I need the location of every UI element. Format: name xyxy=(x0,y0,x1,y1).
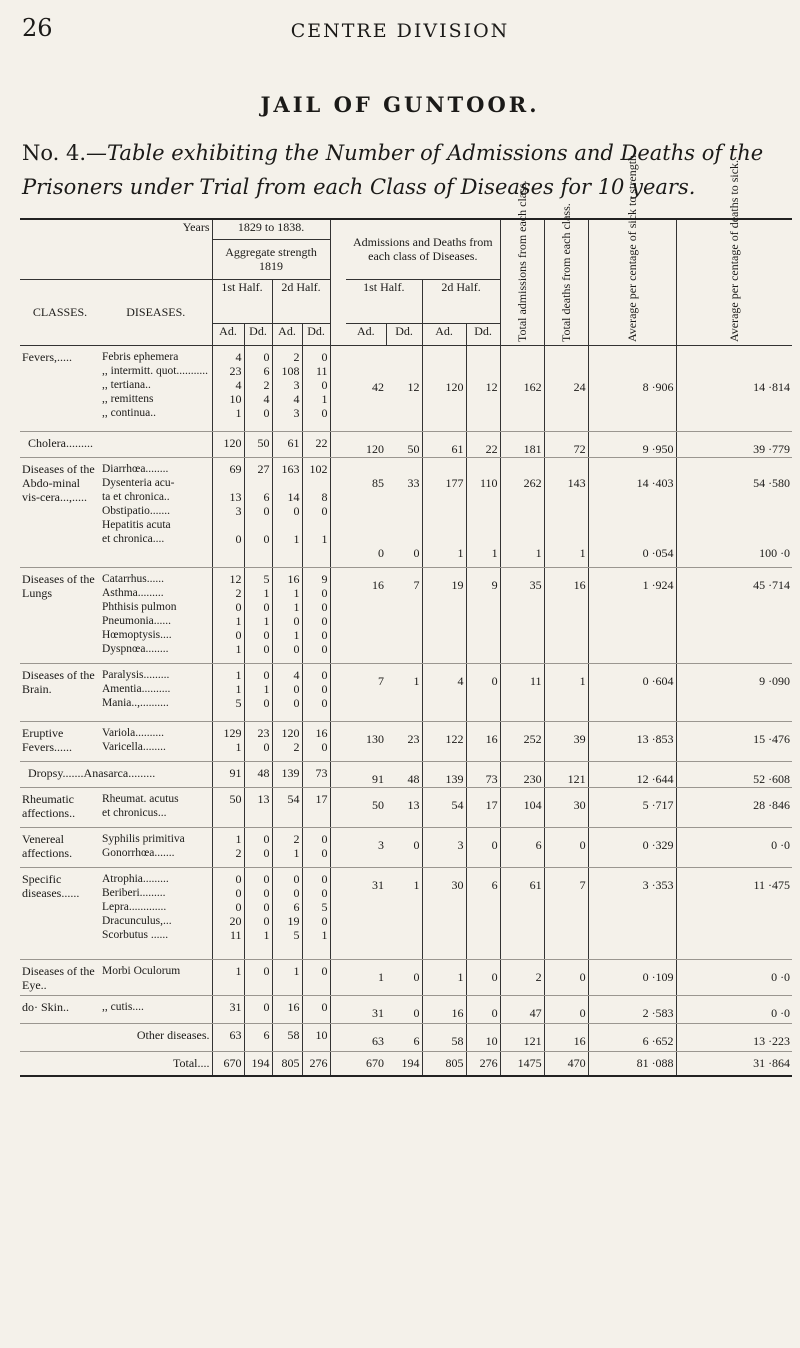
class-cell: Dropsy.......Anasarca......... xyxy=(20,762,212,788)
ad-header: Ad. xyxy=(212,324,244,346)
table-row xyxy=(20,960,792,996)
count-cell: 91 xyxy=(212,762,244,788)
total-deaths-cell: 0 xyxy=(544,960,588,996)
class-ad2-cell: 122 xyxy=(422,722,466,762)
class-ad1-cell: 1 xyxy=(346,960,386,996)
table-row xyxy=(20,762,792,788)
class-dd2-cell: 10 xyxy=(466,1024,500,1052)
total-admissions-header: Total admissions from each class. xyxy=(500,219,544,346)
grand-avg-deaths-cell: 31 ·864 xyxy=(676,1052,792,1076)
count-cell: 54 xyxy=(272,788,302,828)
total-deaths-cell: 1 xyxy=(544,664,588,722)
class-ad1-cell: 120 xyxy=(346,432,386,458)
total-deaths-cell: 72 xyxy=(544,432,588,458)
total-admissions-cell: 47 xyxy=(500,996,544,1024)
class-ad2-cell: 4 xyxy=(422,664,466,722)
class-dd1-cell: 33 0 xyxy=(386,458,422,568)
total-deaths-cell: 16 xyxy=(544,568,588,664)
class-ad1-cell: 16 xyxy=(346,568,386,664)
count-cell: 0 6 2 4 0 xyxy=(244,346,272,432)
total-ad1-cell: 670 xyxy=(346,1052,386,1076)
count-cell: 0 11 0 1 0 xyxy=(302,346,330,432)
count-cell: 4 0 0 xyxy=(272,664,302,722)
avg-sick-cell: 8 ·906 xyxy=(588,346,676,432)
avg-sick-cell: 0 ·109 xyxy=(588,960,676,996)
dd-header: Dd. xyxy=(244,324,272,346)
class-ad1-cell: 85 0 xyxy=(346,458,386,568)
classes-header: CLASSES. xyxy=(20,279,100,346)
class-ad2-cell: 16 xyxy=(422,996,466,1024)
disease-cell: Morbi Oculorum xyxy=(100,960,212,996)
total-admissions-cell: 230 xyxy=(500,762,544,788)
grand-total-admissions-cell: 1475 xyxy=(500,1052,544,1076)
count-cell: 27 6 0 0 xyxy=(244,458,272,568)
count-cell: 73 xyxy=(302,762,330,788)
count-cell: 1 2 xyxy=(212,828,244,868)
class-dd1-cell: 1 xyxy=(386,664,422,722)
admissions-block-header: Admissions and Deaths from each class of Diseases. xyxy=(346,219,500,279)
brace-cell xyxy=(330,762,346,788)
total-count-cell: 194 xyxy=(244,1052,272,1076)
period-header: 1829 to 1838. xyxy=(212,219,330,239)
disease-cell: Paralysis......... Amentia.......... Mania..,.......... xyxy=(100,664,212,722)
count-cell: 6 xyxy=(244,1024,272,1052)
class-ad1-cell: 50 xyxy=(346,788,386,828)
class-ad2-cell: 1 xyxy=(422,960,466,996)
count-cell: 0 0 5 0 1 xyxy=(302,868,330,960)
count-cell: 69 13 3 0 xyxy=(212,458,244,568)
page-number: 26 xyxy=(22,14,53,42)
class-cell: Rheumatic affections.. xyxy=(20,788,100,828)
total-admissions-cell: 2 xyxy=(500,960,544,996)
table-row xyxy=(20,664,792,722)
avg-deaths-cell: 13 ·223 xyxy=(676,1024,792,1052)
class-dd1-cell: 0 xyxy=(386,828,422,868)
avg-deaths-cell: 0 ·0 xyxy=(676,828,792,868)
disease-cell: Variola.......... Varicella........ xyxy=(100,722,212,762)
avg-deaths-cell: 39 ·779 xyxy=(676,432,792,458)
count-cell: 48 xyxy=(244,762,272,788)
class-cell: Diseases of the Brain. xyxy=(20,664,100,722)
table-row xyxy=(20,996,792,1024)
brace-cell xyxy=(330,432,346,458)
table-row xyxy=(20,868,792,960)
total-deaths-cell: 7 xyxy=(544,868,588,960)
brace-cell xyxy=(330,868,346,960)
total-ad2-cell: 805 xyxy=(422,1052,466,1076)
class-ad1-cell: 63 xyxy=(346,1024,386,1052)
caption-number: No. 4. xyxy=(22,141,87,165)
class-ad1-cell: 42 xyxy=(346,346,386,432)
count-cell: 0 0 0 20 11 xyxy=(212,868,244,960)
class-dd2-cell: 6 xyxy=(466,868,500,960)
avg-sick-cell: 2 ·583 xyxy=(588,996,676,1024)
avg-deaths-cell: 45 ·714 xyxy=(676,568,792,664)
class-dd2-cell: 9 xyxy=(466,568,500,664)
count-cell: 10 xyxy=(302,1024,330,1052)
count-cell: 0 0 xyxy=(244,828,272,868)
avg-sick-cell: 13 ·853 xyxy=(588,722,676,762)
avg-sick-cell: 6 ·652 xyxy=(588,1024,676,1052)
disease-cell: Febris ephemera ,, intermitt. quot........... ,, tertiana.. ,, remittens ,, continua.. xyxy=(100,346,212,432)
total-deaths-header: Total deaths from each class. xyxy=(544,219,588,346)
count-cell: 5 1 0 1 0 0 xyxy=(244,568,272,664)
avg-sick-cell: 12 ·644 xyxy=(588,762,676,788)
count-cell: 163 14 0 1 xyxy=(272,458,302,568)
class-cell: Diseases of the Lungs xyxy=(20,568,100,664)
count-cell: 1 xyxy=(272,960,302,996)
brace-cell xyxy=(330,346,346,432)
second-half-b-header: 2d Half. xyxy=(422,279,500,324)
class-dd1-cell: 50 xyxy=(386,432,422,458)
brace-cell xyxy=(330,788,346,828)
class-cell: Eruptive Fevers...... xyxy=(20,722,100,762)
class-dd1-cell: 48 xyxy=(386,762,422,788)
avg-deaths-cell: 28 ·846 xyxy=(676,788,792,828)
count-cell: 0 0 xyxy=(302,828,330,868)
class-cell: Other diseases. xyxy=(20,1024,212,1052)
total-deaths-cell: 16 xyxy=(544,1024,588,1052)
table-row xyxy=(20,788,792,828)
class-dd2-cell: 22 xyxy=(466,432,500,458)
class-dd1-cell: 1 xyxy=(386,868,422,960)
class-dd2-cell: 0 xyxy=(466,664,500,722)
table-row xyxy=(20,346,792,432)
class-ad2-cell: 139 xyxy=(422,762,466,788)
total-count-cell: 276 xyxy=(302,1052,330,1076)
count-cell: 120 xyxy=(212,432,244,458)
class-dd1-cell: 23 xyxy=(386,722,422,762)
first-half-b-header: 1st Half. xyxy=(346,279,422,324)
class-ad1-cell: 3 xyxy=(346,828,386,868)
class-ad2-cell: 54 xyxy=(422,788,466,828)
avg-deaths-cell: 11 ·475 xyxy=(676,868,792,960)
disease-cell: ,, cutis.... xyxy=(100,996,212,1024)
brace-cell xyxy=(330,828,346,868)
count-cell: 120 2 xyxy=(272,722,302,762)
grand-avg-sick-cell: 81 ·088 xyxy=(588,1052,676,1076)
count-cell: 0 1 0 xyxy=(244,664,272,722)
class-ad1-cell: 31 xyxy=(346,996,386,1024)
table-row xyxy=(20,432,792,458)
class-ad2-cell: 19 xyxy=(422,568,466,664)
brace-cell xyxy=(330,1024,346,1052)
total-admissions-cell: 6 xyxy=(500,828,544,868)
class-dd2-cell: 110 1 xyxy=(466,458,500,568)
class-dd1-cell: 7 xyxy=(386,568,422,664)
total-admissions-cell: 61 xyxy=(500,868,544,960)
disease-cell: Atrophia......... Beriberi......... Lepra............. Dracunculus,... Scorbutus ...... xyxy=(100,868,212,960)
avg-deaths-cell: 9 ·090 xyxy=(676,664,792,722)
class-ad2-cell: 58 xyxy=(422,1024,466,1052)
class-cell: Fevers,..... xyxy=(20,346,100,432)
class-dd2-cell: 16 xyxy=(466,722,500,762)
ad-header: Ad. xyxy=(346,324,386,346)
total-dd2-cell: 276 xyxy=(466,1052,500,1076)
count-cell: 58 xyxy=(272,1024,302,1052)
avg-deaths-cell: 54 ·580 100 ·0 xyxy=(676,458,792,568)
class-dd1-cell: 13 xyxy=(386,788,422,828)
diseases-header: DISEASES. xyxy=(100,279,212,346)
avg-sick-header: Average per centage of sick to strength. xyxy=(588,219,676,346)
class-cell: Diseases of the Abdo-minal vis-cera...,..... xyxy=(20,458,100,568)
total-admissions-cell: 262 1 xyxy=(500,458,544,568)
class-cell: Venereal affections. xyxy=(20,828,100,868)
disease-cell: Syphilis primitiva Gonorrhœa....... xyxy=(100,828,212,868)
avg-deaths-header: Average per centage of deaths to sick. xyxy=(676,219,792,346)
count-cell: 1 xyxy=(212,960,244,996)
avg-sick-cell: 5 ·717 xyxy=(588,788,676,828)
count-cell: 22 xyxy=(302,432,330,458)
class-ad2-cell: 61 xyxy=(422,432,466,458)
count-cell: 9 0 0 0 0 0 xyxy=(302,568,330,664)
dd-header: Dd. xyxy=(302,324,330,346)
class-ad1-cell: 7 xyxy=(346,664,386,722)
disease-cell: Catarrhus...... Asthma......... Phthisis pulmon Pneumonia...... Hœmoptysis.... Dyspnœa........ xyxy=(100,568,212,664)
avg-deaths-cell: 14 ·814 xyxy=(676,346,792,432)
count-cell: 61 xyxy=(272,432,302,458)
class-dd1-cell: 6 xyxy=(386,1024,422,1052)
disease-cell: Rheumat. acutus et chronicus... xyxy=(100,788,212,828)
table-row xyxy=(20,568,792,664)
avg-deaths-cell: 0 ·0 xyxy=(676,960,792,996)
count-cell: 16 1 1 0 1 0 xyxy=(272,568,302,664)
total-deaths-cell: 143 1 xyxy=(544,458,588,568)
brace-cell xyxy=(330,996,346,1024)
jail-title: JAIL OF GUNTOOR. xyxy=(260,92,540,117)
class-ad1-cell: 31 xyxy=(346,868,386,960)
class-dd2-cell: 12 xyxy=(466,346,500,432)
first-half-header: 1st Half. xyxy=(212,279,272,324)
total-count-cell: 670 xyxy=(212,1052,244,1076)
class-dd1-cell: 0 xyxy=(386,996,422,1024)
table-row xyxy=(20,1024,792,1052)
count-cell: 50 xyxy=(212,788,244,828)
class-dd2-cell: 73 xyxy=(466,762,500,788)
class-cell: Cholera......... xyxy=(20,432,212,458)
count-cell: 0 xyxy=(244,996,272,1024)
class-ad1-cell: 130 xyxy=(346,722,386,762)
avg-sick-cell: 0 ·604 xyxy=(588,664,676,722)
class-dd1-cell: 0 xyxy=(386,960,422,996)
total-admissions-cell: 181 xyxy=(500,432,544,458)
total-deaths-cell: 0 xyxy=(544,996,588,1024)
count-cell: 0 0 0 0 1 xyxy=(244,868,272,960)
total-admissions-cell: 252 xyxy=(500,722,544,762)
avg-sick-cell: 0 ·329 xyxy=(588,828,676,868)
class-ad2-cell: 177 1 xyxy=(422,458,466,568)
class-dd1-cell: 12 xyxy=(386,346,422,432)
ad-header: Ad. xyxy=(272,324,302,346)
class-dd2-cell: 0 xyxy=(466,828,500,868)
count-cell: 0 0 6 19 5 xyxy=(272,868,302,960)
disease-cell: Diarrhœa........ Dysenteria acu- ta et chronica.. Obstipatio....... Hepatitis acuta et chronica.... xyxy=(100,458,212,568)
brace-cell xyxy=(330,664,346,722)
class-dd2-cell: 17 xyxy=(466,788,500,828)
total-admissions-cell: 162 xyxy=(500,346,544,432)
count-cell: 139 xyxy=(272,762,302,788)
table-row xyxy=(20,722,792,762)
class-cell: Specific diseases...... xyxy=(20,868,100,960)
ad-header: Ad. xyxy=(422,324,466,346)
count-cell: 102 8 0 1 xyxy=(302,458,330,568)
total-deaths-cell: 39 xyxy=(544,722,588,762)
total-admissions-cell: 104 xyxy=(500,788,544,828)
total-deaths-cell: 0 xyxy=(544,828,588,868)
total-deaths-cell: 24 xyxy=(544,346,588,432)
class-ad2-cell: 120 xyxy=(422,346,466,432)
total-admissions-cell: 121 xyxy=(500,1024,544,1052)
grand-total-deaths-cell: 470 xyxy=(544,1052,588,1076)
total-count-cell: 805 xyxy=(272,1052,302,1076)
avg-sick-cell: 9 ·950 xyxy=(588,432,676,458)
years-header: Years xyxy=(20,219,212,279)
count-cell: 16 0 xyxy=(302,722,330,762)
class-ad2-cell: 3 xyxy=(422,828,466,868)
count-cell: 13 xyxy=(244,788,272,828)
class-dd2-cell: 0 xyxy=(466,996,500,1024)
avg-deaths-cell: 52 ·608 xyxy=(676,762,792,788)
avg-sick-cell: 3 ·353 xyxy=(588,868,676,960)
count-cell: 16 xyxy=(272,996,302,1024)
count-cell: 63 xyxy=(212,1024,244,1052)
class-ad1-cell: 91 xyxy=(346,762,386,788)
count-cell: 2 1 xyxy=(272,828,302,868)
dd-header: Dd. xyxy=(466,324,500,346)
count-cell: 17 xyxy=(302,788,330,828)
avg-sick-cell: 14 ·403 0 ·054 xyxy=(588,458,676,568)
running-head: CENTRE DIVISION xyxy=(290,20,510,42)
caption-text: —Table exhibiting the Number of Admissions and Deaths of the Prisoners under Trial from each Class of Diseases for 10 years. xyxy=(22,141,764,199)
count-cell: 129 1 xyxy=(212,722,244,762)
avg-deaths-cell: 0 ·0 xyxy=(676,996,792,1024)
brace-cell xyxy=(330,568,346,664)
brace-cell xyxy=(330,722,346,762)
total-row xyxy=(20,1052,792,1076)
second-half-header: 2d Half. xyxy=(272,279,330,324)
total-admissions-cell: 35 xyxy=(500,568,544,664)
total-dd1-cell: 194 xyxy=(386,1052,422,1076)
count-cell: 0 xyxy=(302,996,330,1024)
count-cell: 50 xyxy=(244,432,272,458)
avg-deaths-cell: 15 ·476 xyxy=(676,722,792,762)
brace-cell xyxy=(330,1052,346,1076)
dd-header: Dd. xyxy=(386,324,422,346)
count-cell: 1 1 5 xyxy=(212,664,244,722)
brace-cell xyxy=(330,960,346,996)
count-cell: 2 108 3 4 3 xyxy=(272,346,302,432)
count-cell: 0 xyxy=(244,960,272,996)
class-cell: do· Skin.. xyxy=(20,996,100,1024)
count-cell: 4 23 4 10 1 xyxy=(212,346,244,432)
avg-sick-cell: 1 ·924 xyxy=(588,568,676,664)
total-deaths-cell: 30 xyxy=(544,788,588,828)
count-cell: 0 xyxy=(302,960,330,996)
total-deaths-cell: 121 xyxy=(544,762,588,788)
count-cell: 31 xyxy=(212,996,244,1024)
class-cell: Diseases of the Eye.. xyxy=(20,960,100,996)
count-cell: 0 0 0 xyxy=(302,664,330,722)
table-caption xyxy=(22,136,792,204)
brace-cell xyxy=(330,458,346,568)
class-dd2-cell: 0 xyxy=(466,960,500,996)
class-ad2-cell: 30 xyxy=(422,868,466,960)
total-admissions-cell: 11 xyxy=(500,664,544,722)
count-cell: 12 2 0 1 0 1 xyxy=(212,568,244,664)
count-cell: 23 0 xyxy=(244,722,272,762)
table-row xyxy=(20,828,792,868)
table-row xyxy=(20,458,792,568)
aggregate-header: Aggregate strength 1819 xyxy=(212,239,330,279)
total-label: Total.... xyxy=(20,1052,212,1076)
